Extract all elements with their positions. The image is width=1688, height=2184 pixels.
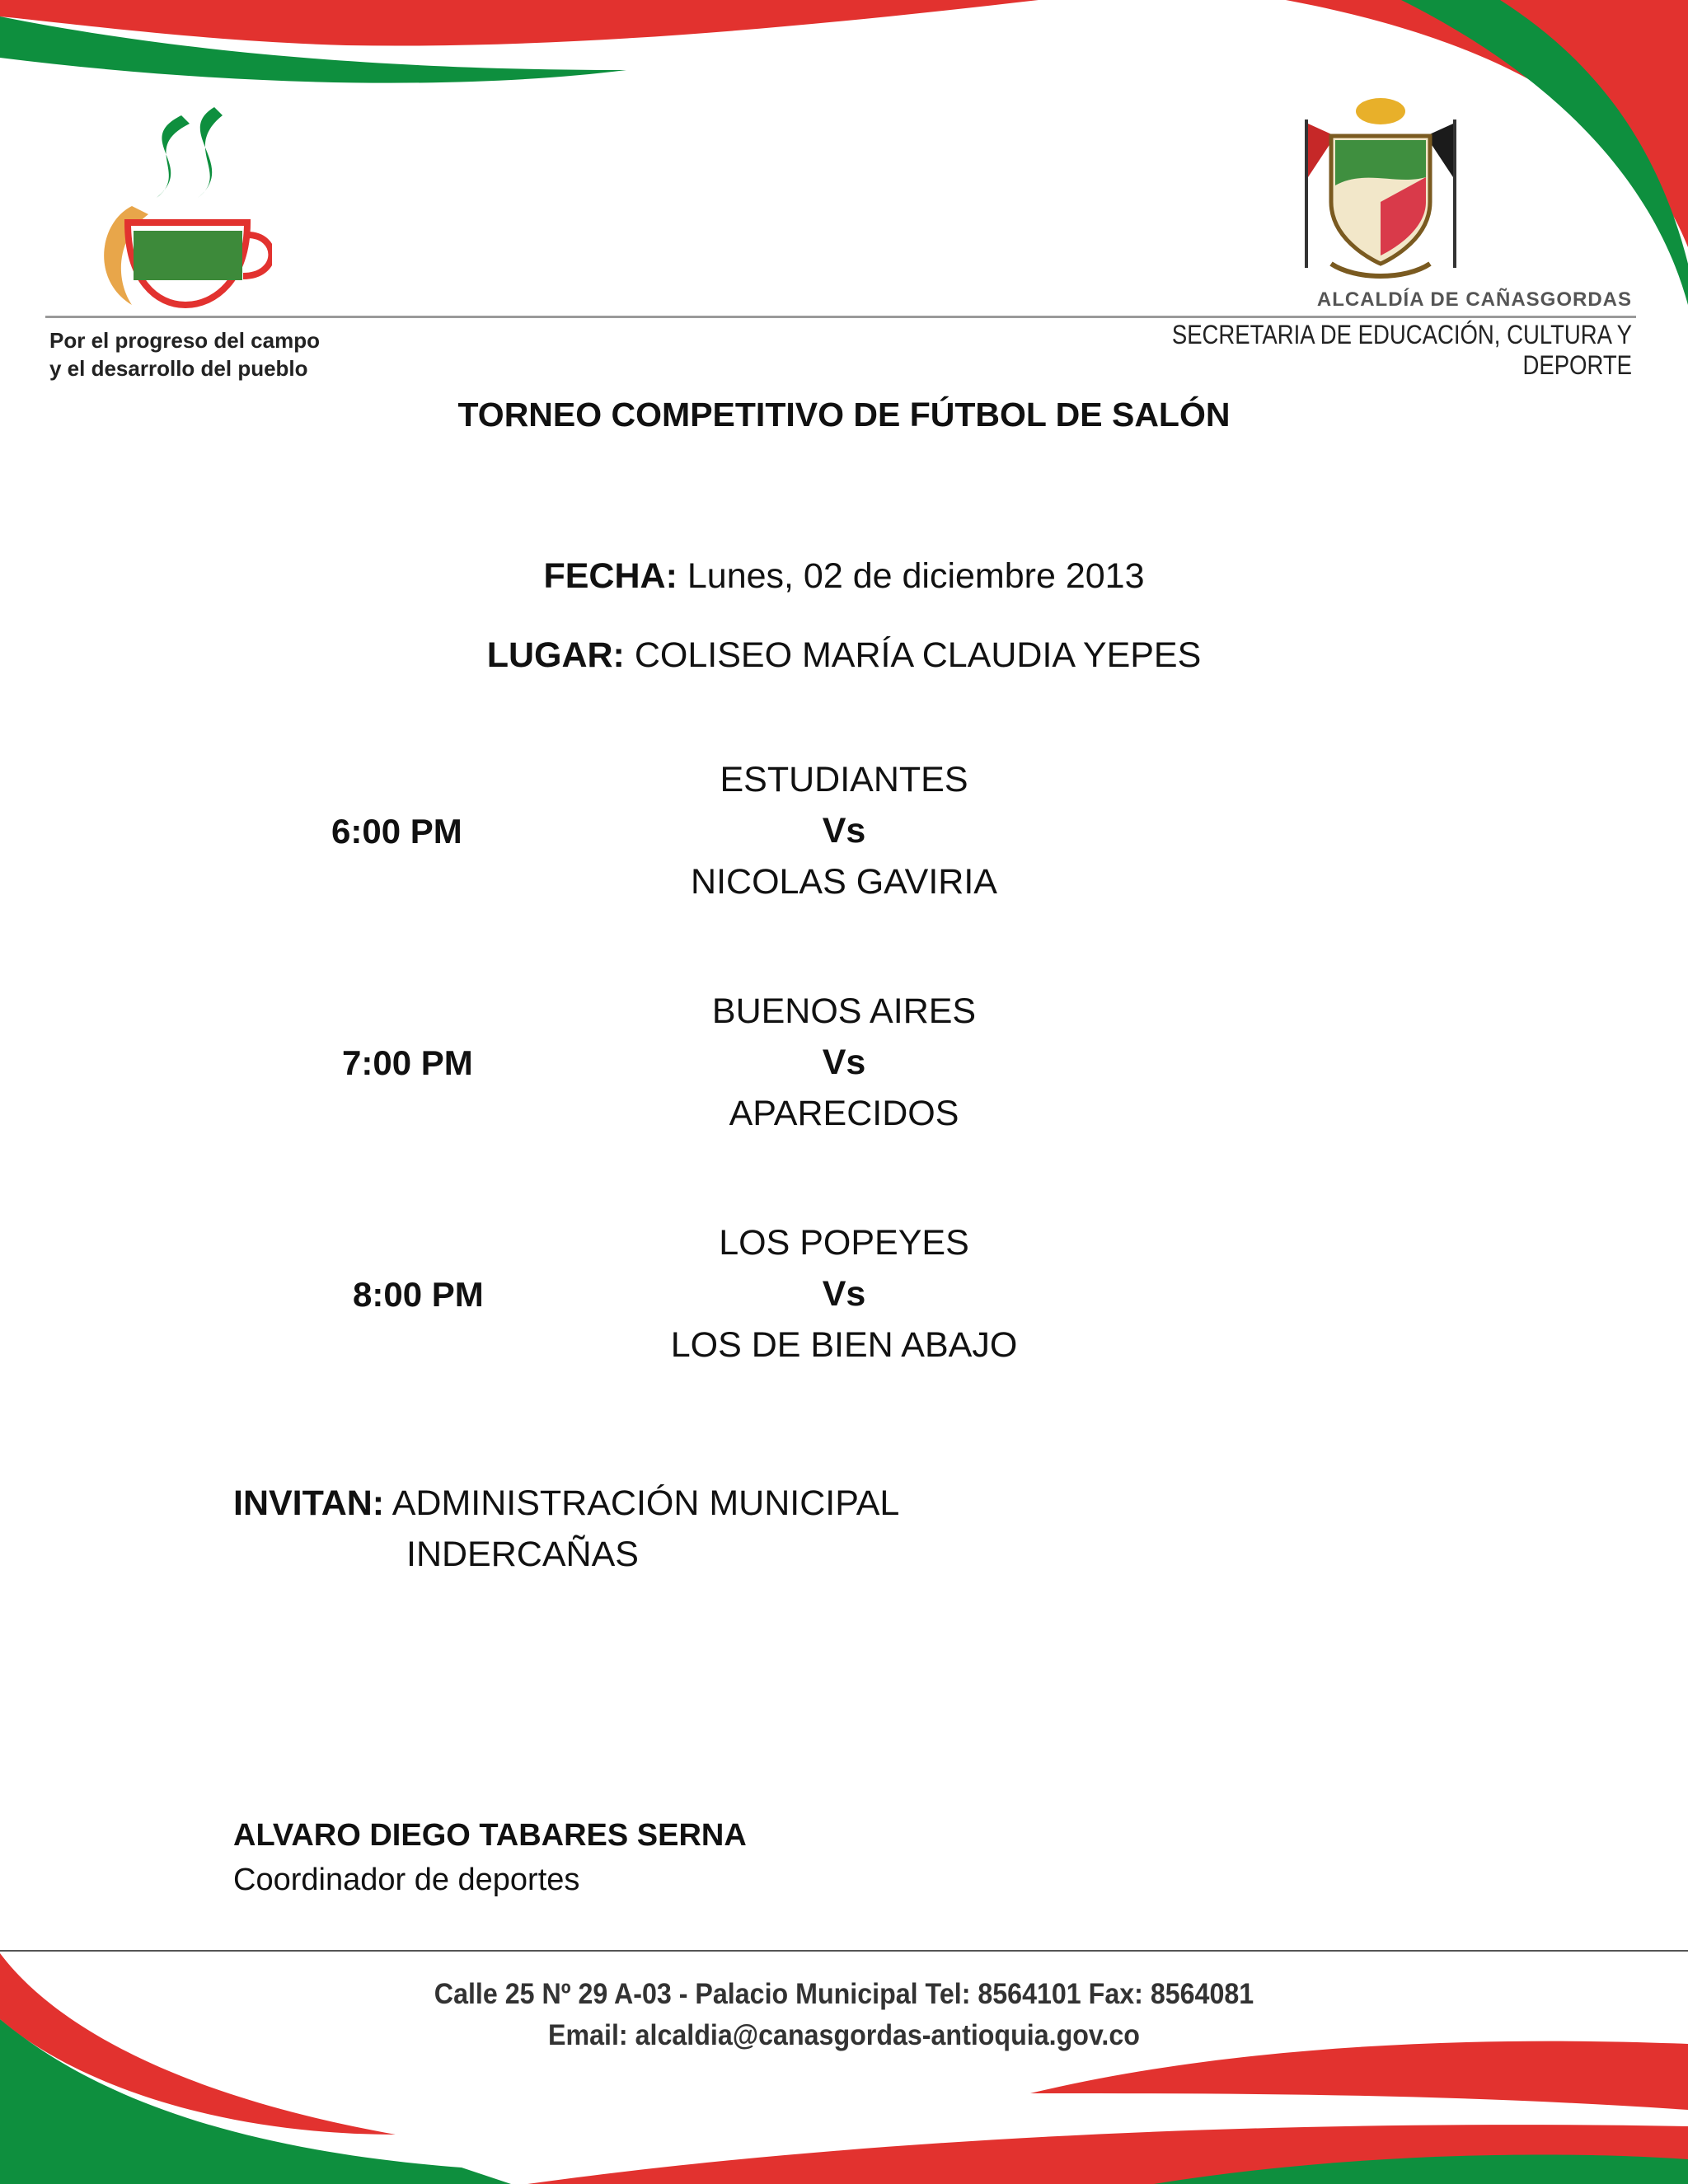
invitan-value-2: INDERCAÑAS <box>406 1535 639 1574</box>
alcaldia-name: ALCALDÍA DE CAÑASGORDAS <box>1316 288 1632 311</box>
slogan <box>49 326 320 382</box>
page-title: TORNEO COMPETITIVO DE FÚTBOL DE SALÓN <box>457 396 1231 434</box>
away-team: LOS DE BIEN ABAJO <box>670 1325 1018 1365</box>
invitan-line-1 <box>233 1478 899 1529</box>
match-time: 6:00 PM <box>331 812 462 851</box>
signature-block <box>233 1813 747 1902</box>
footer-address: Calle 25 Nº 29 A-03 - Palacio Municipal Tel: 8564101 Fax: 8564081 <box>434 1978 1254 2010</box>
invitan-label: INVITAN: <box>233 1483 385 1523</box>
coffee-cup-logo-icon <box>82 99 272 313</box>
fecha-row <box>0 552 1688 600</box>
away-team: APARECIDOS <box>729 1094 959 1133</box>
home-team: LOS POPEYES <box>719 1223 969 1263</box>
footer-divider <box>0 1950 1688 1952</box>
coat-of-arms-logo-icon <box>1298 87 1463 284</box>
home-team: ESTUDIANTES <box>720 760 968 799</box>
lugar-label: LUGAR: <box>486 635 625 675</box>
invitan-value-1: ADMINISTRACIÓN MUNICIPAL <box>392 1483 900 1523</box>
header-divider <box>45 316 1636 318</box>
home-team: BUENOS AIRES <box>711 991 977 1031</box>
signature-name: ALVARO DIEGO TABARES SERNA <box>233 1818 747 1853</box>
match-teams <box>0 1217 1688 1371</box>
match-time: 7:00 PM <box>342 1043 473 1082</box>
slogan-line-1: Por el progreso del campo <box>49 328 320 353</box>
fecha-value: Lunes, 02 de diciembre 2013 <box>687 556 1145 596</box>
lugar-value: COLISEO MARÍA CLAUDIA YEPES <box>634 635 1202 675</box>
secretaria-name: SECRETARIA DE EDUCACIÓN, CULTURA Y DEPORTE <box>1171 320 1632 380</box>
signature-role: Coordinador de deportes <box>233 1863 580 1897</box>
match-teams <box>0 754 1688 907</box>
event-info <box>0 552 1688 710</box>
vs-label: Vs <box>822 1043 866 1082</box>
match-time: 8:00 PM <box>353 1275 484 1314</box>
fecha-label: FECHA: <box>543 556 678 596</box>
slogan-line-2: y el desarrollo del pueblo <box>49 356 308 381</box>
vs-label: Vs <box>822 811 866 851</box>
away-team: NICOLAS GAVIRIA <box>691 862 997 902</box>
match-teams <box>0 986 1688 1139</box>
invitan-block <box>233 1478 899 1580</box>
vs-label: Vs <box>822 1274 866 1314</box>
footer-email: Email: alcaldia@canasgordas-antioquia.gov.co <box>548 2019 1140 2051</box>
footer-contact <box>68 1974 1620 2056</box>
lugar-row <box>0 631 1688 679</box>
